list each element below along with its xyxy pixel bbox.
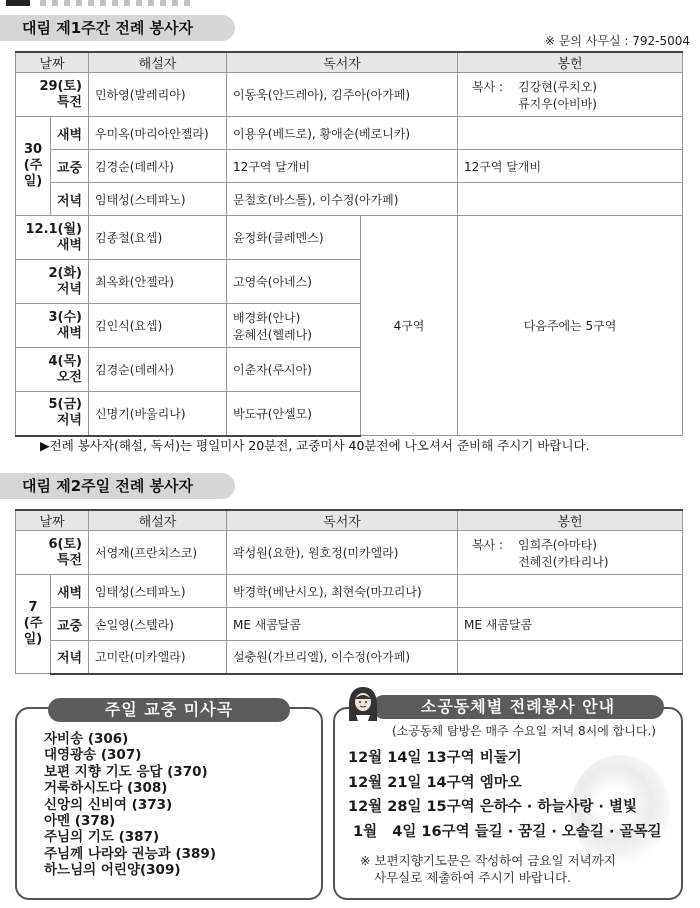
commentator-cell: 김경순(데레사) — [89, 150, 227, 183]
hymns-title: 주일 교중 미사곡 — [48, 698, 290, 722]
commentator-cell: 임태성(스테파노) — [89, 183, 227, 216]
office-contact: ※ 문의 사무실 : 792-5004 — [544, 34, 690, 48]
list-item: 신앙의 신비여 (373) — [44, 796, 173, 813]
list-item: 자비송 (306) — [44, 731, 129, 747]
header-offering: 봉헌 — [458, 510, 683, 531]
week2-table — [15, 509, 683, 675]
sunday-date-cell: 30 (주일) — [16, 117, 51, 216]
reader-cell: 설충원(가브리엘), 이수정(아가페) — [227, 641, 458, 674]
reader-cell: 이춘자(루시아) — [227, 348, 361, 392]
date-cell: 5(금) 저녁 — [16, 392, 89, 436]
date-cell: 6(토) 특전 — [16, 531, 89, 575]
date-cell: 29(토) 특전 — [16, 73, 89, 117]
preparation-note: ▶전례 봉사자(해설, 독서)는 평일미사 20분전, 교중미사 40분전에 나오셔서 준비해 주시기 바랍니다. — [40, 438, 590, 453]
mass-time: 새벽 — [51, 575, 89, 608]
mass-time: 교중 — [51, 608, 89, 641]
list-item: 주님의 기도 (387) — [44, 829, 160, 846]
list-item: 하느님의 어린양(309) — [44, 862, 181, 879]
reader-cell: 박경학(베난시오), 최현숙(마끄리나) — [227, 575, 458, 608]
header-reader: 독서자 — [227, 510, 458, 531]
mass-time: 저녁 — [51, 641, 89, 674]
commentator-cell: 김종철(요셉) — [89, 216, 227, 260]
sunday-date-cell: 7 (주일) — [16, 575, 51, 674]
commentator-cell: 신명기(바울리나) — [89, 392, 227, 436]
header-commentator: 해설자 — [89, 510, 227, 531]
date-cell: 2(화) 저녁 — [16, 260, 89, 304]
hymn-list — [44, 731, 216, 879]
reader-cell: 이동욱(안드레아), 김주아(아가페) — [227, 73, 458, 117]
header-date: 날짜 — [16, 52, 89, 73]
list-item: 아멘 (378) — [44, 813, 116, 830]
nun-icon — [346, 685, 380, 723]
header-reader: 독서자 — [227, 52, 458, 73]
commentator-cell: 김경순(데레사) — [89, 348, 227, 392]
list-item: 보편 지향 기도 응답 (370) — [44, 763, 208, 780]
community-subtitle: (소공동체 탐방은 매주 수요일 저녁 8시에 합니다.) — [392, 724, 656, 738]
mass-time: 새벽 — [51, 117, 89, 150]
offering-cell — [458, 575, 683, 608]
community-list — [348, 746, 662, 844]
offering-cell — [458, 641, 683, 674]
commentator-cell: 손일영(스텔라) — [89, 608, 227, 641]
reader-cell: 윤정화(클레멘스) — [227, 216, 361, 260]
week1-title: 대림 제1주간 전례 봉사자 — [0, 15, 235, 41]
reader-cell: 이용우(베드로), 황애순(베로니카) — [227, 117, 458, 150]
list-item: 12월 14일 13구역 비둘기 — [348, 750, 522, 766]
top-decoration — [0, 0, 700, 6]
date-cell: 3(수) 새벽 — [16, 304, 89, 348]
date-cell: 4(목) 오전 — [16, 348, 89, 392]
commentator-cell: 우미옥(마리아안젤라) — [89, 117, 227, 150]
header-commentator: 해설자 — [89, 52, 227, 73]
offering-cell: ME 새콤달콤 — [458, 608, 683, 641]
reader-cell: 곽성원(요한), 원호정(미카엘라) — [227, 531, 458, 575]
commentator-cell: 김인식(요셉) — [89, 304, 227, 348]
offering-cell — [458, 183, 683, 216]
list-item: 1월 4일 16구역 들길 · 꿈길 · 오솔길 · 골목길 — [348, 823, 662, 840]
community-title: 소공동체별 전례봉사 안내 — [372, 695, 664, 719]
commentator-cell: 임태성(스테파노) — [89, 575, 227, 608]
list-item: 거룩하시도다 (308) — [44, 780, 168, 797]
reader-cell: 박도규(안셀모) — [227, 392, 361, 436]
commentator-cell: 민하영(발레리아) — [89, 73, 227, 117]
list-item: 주님께 나라와 권능과 (389) — [44, 845, 216, 862]
list-item: 12월 21일 14구역 엠마오 — [348, 774, 522, 791]
offering-cell: 12구역 달개비 — [458, 150, 683, 183]
commentator-cell: 서영재(프란치스코) — [89, 531, 227, 575]
reader-group-cell: 4구역 — [361, 216, 458, 436]
commentator-cell: 고미란(미카엘라) — [89, 641, 227, 674]
prayer-note: ※ 보편지향기도문은 작성하여 금요일 저녁까지 사무실로 제출하여 주시기 바랍니다. — [360, 853, 616, 885]
reader-cell: 12구역 달개비 — [227, 150, 458, 183]
list-item: 12월 28일 15구역 은하수 · 하늘사랑 · 별빛 — [348, 799, 637, 815]
mass-time: 저녁 — [51, 183, 89, 216]
date-cell: 12.1(월) 새벽 — [16, 216, 89, 260]
header-offering: 봉헌 — [458, 52, 683, 73]
offering-cell — [458, 117, 683, 150]
reader-cell: 문철호(바스톨), 이수정(아가페) — [227, 183, 458, 216]
weekday-offering-cell: 다음주에는 5구역 — [458, 216, 683, 436]
header-date: 날짜 — [16, 510, 89, 531]
list-item: 대영광송 (307) — [44, 747, 142, 764]
week2-title: 대림 제2주일 전례 봉사자 — [0, 473, 235, 499]
reader-cell: ME 새콤달콤 — [227, 608, 458, 641]
commentator-cell: 최옥화(안젤라) — [89, 260, 227, 304]
week1-table — [15, 51, 683, 437]
offering-cell: 복사 : 임희주(아마타) 전혜진(카타리나) — [458, 531, 683, 575]
reader-cell: 배경화(안나) 윤혜선(헬레나) — [227, 304, 361, 348]
offering-cell: 복사 : 김강현(루치오) 류지우(아비바) — [458, 73, 683, 117]
mass-time: 교중 — [51, 150, 89, 183]
reader-cell: 고영숙(아네스) — [227, 260, 361, 304]
